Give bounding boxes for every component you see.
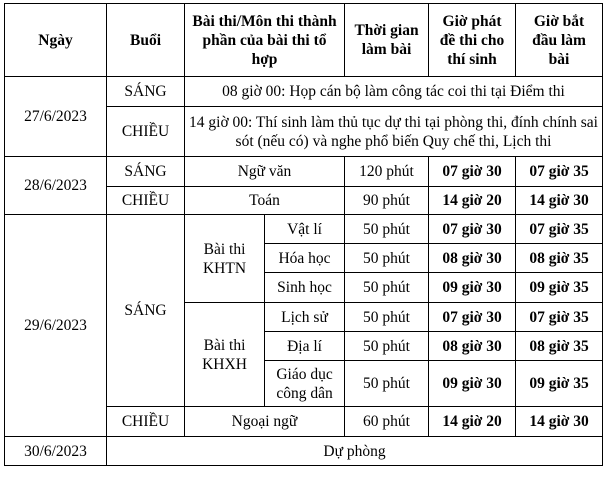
subject-cell: Giáo dục công dân (265, 361, 345, 407)
subject-cell: Hóa học (265, 244, 345, 273)
session-cell: CHIỀU (107, 407, 185, 437)
session-cell: SÁNG (107, 157, 185, 187)
date-cell: 28/6/2023 (5, 157, 107, 215)
duration-cell: 50 phút (345, 244, 429, 273)
subject-cell: Vật lí (265, 215, 345, 244)
table-row (5, 157, 603, 187)
distribution-time-cell: 14 giờ 20 (429, 187, 516, 215)
subject-cell: Ngoại ngữ (185, 407, 345, 437)
duration-cell: 50 phút (345, 303, 429, 332)
distribution-time-cell: 07 giờ 30 (429, 303, 516, 332)
start-time-cell: 09 giờ 35 (516, 273, 603, 303)
session-cell: CHIỀU (107, 107, 185, 157)
exam-schedule-table (4, 3, 603, 466)
subject-cell: Lịch sử (265, 303, 345, 332)
distribution-time-cell: 07 giờ 30 (429, 157, 516, 187)
header-gio-bat-dau: Giờ bắt đầu làm bài (516, 4, 603, 77)
session-cell: SÁNG (107, 77, 185, 107)
duration-cell: 60 phút (345, 407, 429, 437)
date-cell: 27/6/2023 (5, 77, 107, 157)
subject-cell: Ngữ văn (185, 157, 345, 187)
distribution-time-cell: 08 giờ 30 (429, 244, 516, 273)
header-ngay: Ngày (5, 4, 107, 77)
subject-cell: Toán (185, 187, 345, 215)
khtn-group-cell: Bài thi KHTN (185, 215, 265, 303)
start-time-cell: 14 giờ 30 (516, 407, 603, 437)
table-row (5, 77, 603, 107)
duration-cell: 50 phút (345, 273, 429, 303)
distribution-time-cell: 14 giờ 20 (429, 407, 516, 437)
duration-cell: 90 phút (345, 187, 429, 215)
distribution-time-cell: 09 giờ 30 (429, 273, 516, 303)
header-gio-phat-de: Giờ phát đề thi cho thí sinh (429, 4, 516, 77)
distribution-time-cell: 09 giờ 30 (429, 361, 516, 407)
date-cell: 30/6/2023 (5, 437, 107, 466)
start-time-cell: 09 giờ 35 (516, 361, 603, 407)
duration-cell: 50 phút (345, 215, 429, 244)
header-row (5, 4, 603, 77)
start-time-cell: 14 giờ 30 (516, 187, 603, 215)
table-row (5, 437, 603, 466)
start-time-cell: 07 giờ 35 (516, 157, 603, 187)
distribution-time-cell: 08 giờ 30 (429, 332, 516, 361)
session-cell: SÁNG (107, 215, 185, 407)
start-time-cell: 07 giờ 35 (516, 303, 603, 332)
date-cell: 29/6/2023 (5, 215, 107, 437)
header-thoi-gian: Thời gian làm bài (345, 4, 429, 77)
subject-cell: Sinh học (265, 273, 345, 303)
start-time-cell: 08 giờ 35 (516, 244, 603, 273)
note-cell: 08 giờ 00: Họp cán bộ làm công tác coi thi tại Điểm thi (185, 77, 603, 107)
session-cell: CHIỀU (107, 187, 185, 215)
header-buoi: Buổi (107, 4, 185, 77)
duration-cell: 50 phút (345, 361, 429, 407)
duration-cell: 50 phút (345, 332, 429, 361)
note-cell: Dự phòng (107, 437, 603, 466)
table-row (5, 215, 603, 244)
khxh-group-cell: Bài thi KHXH (185, 303, 265, 407)
subject-cell: Địa lí (265, 332, 345, 361)
start-time-cell: 08 giờ 35 (516, 332, 603, 361)
distribution-time-cell: 07 giờ 30 (429, 215, 516, 244)
duration-cell: 120 phút (345, 157, 429, 187)
start-time-cell: 07 giờ 35 (516, 215, 603, 244)
note-cell: 14 giờ 00: Thí sinh làm thủ tục dự thi tại phòng thi, đính chính sai sót (nếu có) và nghe phổ biến Quy chế thi, Lịch thi (185, 107, 603, 157)
header-mon-thi: Bài thi/Môn thi thành phần của bài thi tổ hợp (185, 4, 345, 77)
